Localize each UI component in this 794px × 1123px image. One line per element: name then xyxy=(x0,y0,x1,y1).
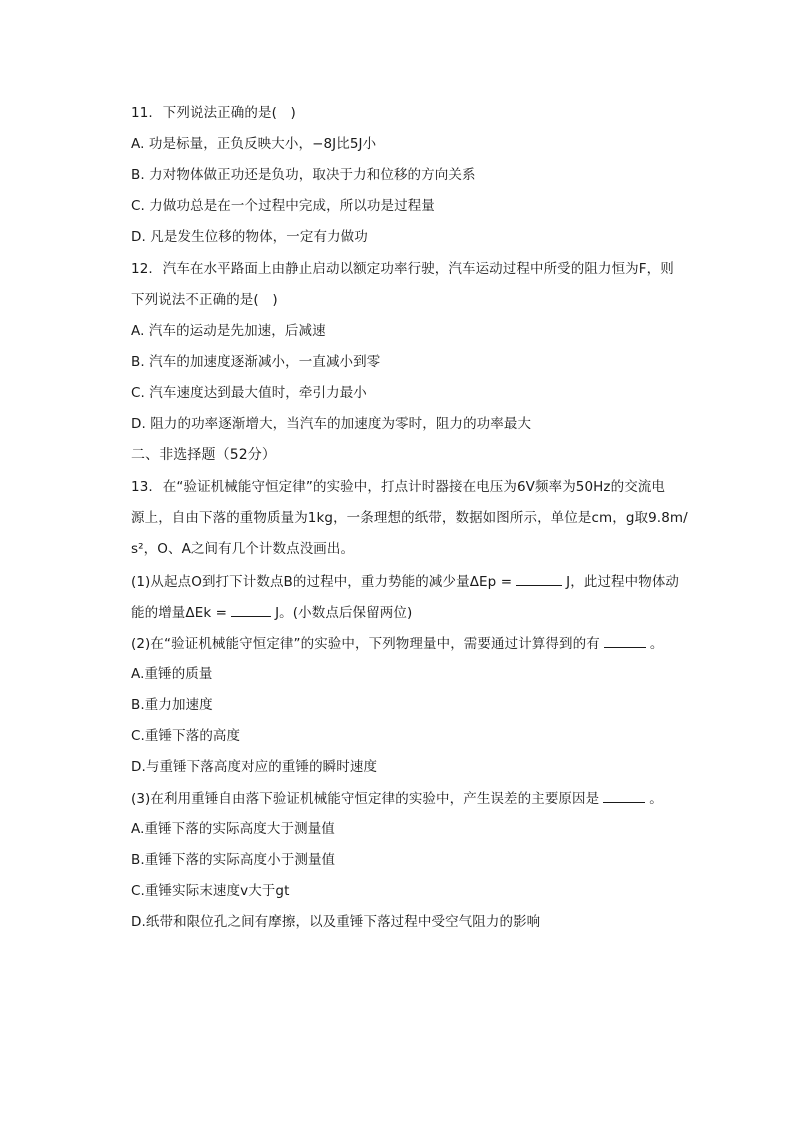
q13-part2-text-b: 。 xyxy=(649,636,664,652)
q13-line1 xyxy=(131,477,665,497)
q12-option-a: A. 汽车的运动是先加速，后减速 xyxy=(131,323,326,339)
q12-stem-line2: 下列说法不正确的是( ) xyxy=(131,292,278,308)
q11-option-d: D. 凡是发生位移的物体，一定有力做功 xyxy=(131,229,368,245)
q13-part3-stem xyxy=(131,788,663,809)
q13-part1-line1 xyxy=(131,571,679,592)
q13-line3: s²，O、A之间有几个计数点没画出。 xyxy=(131,541,355,557)
q13-part1-text-b: J，此过程中物体动 xyxy=(566,574,680,590)
q13-part2-option-a: A.重锤的质量 xyxy=(131,666,213,682)
answer-blank-part2[interactable] xyxy=(604,633,646,648)
q11-option-c: C. 力做功总是在一个过程中完成，所以功是过程量 xyxy=(131,198,435,214)
q13-part2-option-d: D.与重锤下落高度对应的重锤的瞬时速度 xyxy=(131,759,378,775)
q11-option-a: A. 功是标量，正负反映大小，−8J比5J小 xyxy=(131,136,377,152)
answer-blank-ek[interactable] xyxy=(231,602,271,617)
q13-part1-text-d: J。(小数点后保留两位) xyxy=(275,605,413,621)
q11-stem-text: 下列说法正确的是( ) xyxy=(162,105,296,121)
q13-part3-option-c: C.重锤实际末速度v大于gt xyxy=(131,883,290,899)
q11-option-b: B. 力对物体做正功还是负功，取决于力和位移的方向关系 xyxy=(131,167,476,183)
q13-part3-option-d: D.纸带和限位孔之间有摩擦，以及重锤下落过程中受空气阻力的影响 xyxy=(131,914,541,930)
q13-part2-option-b: B.重力加速度 xyxy=(131,697,213,713)
q13-part2-stem xyxy=(131,633,663,654)
q12-number: 12. xyxy=(131,261,153,277)
q13-part3-text-a: (3)在利用重锤自由落下验证机械能守恒定律的实验中，产生误差的主要原因是 xyxy=(131,791,600,807)
q13-part1-text-c: 能的增量ΔEk = xyxy=(131,605,228,621)
q12-stem-line1 xyxy=(131,259,674,279)
q12-option-b: B. 汽车的加速度逐渐减小，一直减小到零 xyxy=(131,354,381,370)
q13-number: 13. xyxy=(131,479,153,495)
q12-option-c: C. 汽车速度达到最大值时，牵引力最小 xyxy=(131,385,367,401)
q12-stem-text-1: 汽车在水平路面上由静止启动以额定功率行驶，汽车运动过程中所受的阻力恒为F，则 xyxy=(162,261,674,277)
q11-number: 11. xyxy=(131,105,153,121)
q13-part3-option-a: A.重锤下落的实际高度大于测量值 xyxy=(131,821,335,837)
answer-blank-ep[interactable] xyxy=(516,571,562,586)
section-title: 二、非选择题（52分） xyxy=(131,447,276,463)
q11-stem xyxy=(131,103,296,123)
q12-option-d: D. 阻力的功率逐渐增大，当汽车的加速度为零时，阻力的功率最大 xyxy=(131,416,532,432)
q13-part3-option-b: B.重锤下落的实际高度小于测量值 xyxy=(131,852,336,868)
q13-part2-option-c: C.重锤下落的高度 xyxy=(131,728,241,744)
q13-line2: 源上，自由下落的重物质量为1kg，一条理想的纸带，数据如图所示，单位是cm，g取9.8m/ xyxy=(131,510,688,526)
q13-part1-text-a: (1)从起点O到打下计数点B的过程中，重力势能的减少量ΔEp = xyxy=(131,574,513,590)
answer-blank-part3[interactable] xyxy=(603,788,645,803)
q13-part1-line2 xyxy=(131,602,412,623)
q13-part3-text-b: 。 xyxy=(649,791,663,807)
q13-text-1: 在“验证机械能守恒定律”的实验中，打点计时器接在电压为6V频率为50Hz的交流电 xyxy=(162,479,666,495)
q13-part2-text-a: (2)在“验证机械能守恒定律”的实验中，下列物理量中，需要通过计算得到的有 xyxy=(131,636,600,652)
